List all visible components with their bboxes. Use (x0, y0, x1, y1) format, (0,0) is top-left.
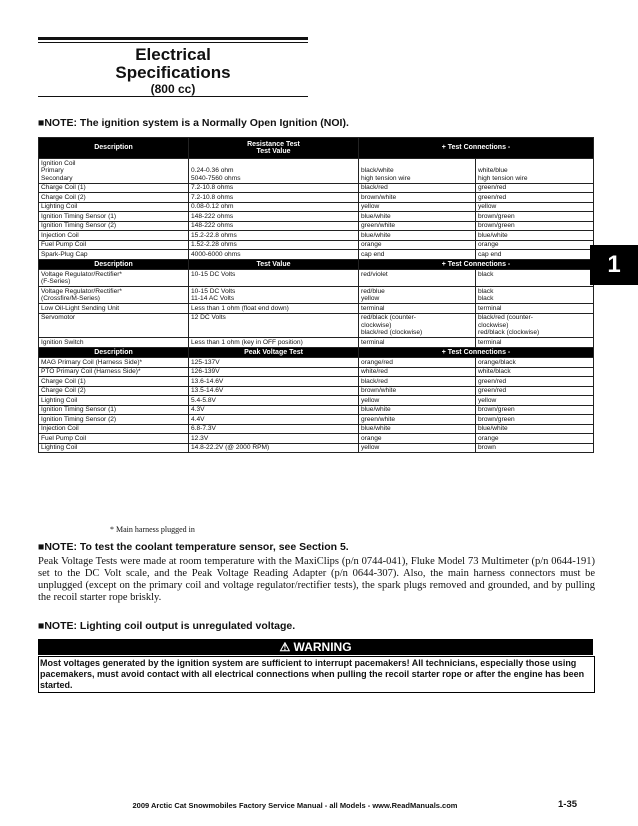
table-row (39, 396, 594, 406)
table-cell: yellow (476, 396, 594, 406)
table-cell: cap end (359, 250, 476, 260)
table-header-row (39, 259, 594, 270)
note-lighting: ■NOTE: Lighting coil output is unregulated voltage. (38, 620, 296, 632)
table-row (39, 424, 594, 434)
table-cell: yellow (359, 202, 476, 212)
table-cell: Less than 1 ohm (float end down) (189, 304, 359, 314)
table-row (39, 287, 594, 304)
header-rule-thin (38, 42, 308, 43)
table-cell: brown/green (476, 405, 594, 415)
table-cell: cap end (476, 250, 594, 260)
header-rule-bottom (38, 96, 308, 97)
table-cell: brown/white (359, 386, 476, 396)
table-cell: blue/white (476, 231, 594, 241)
table-cell: green/red (476, 183, 594, 193)
table-row (39, 231, 594, 241)
table-cell: 13.5-14.6V (189, 386, 359, 396)
table-cell: 14.8-22.2V (@ 2000 RPM) (189, 443, 359, 453)
table-cell: brown/green (476, 212, 594, 222)
table-row (39, 183, 594, 193)
table-row (39, 270, 594, 287)
table-row (39, 240, 594, 250)
table-cell: green/red (476, 193, 594, 203)
procedure-paragraph: Peak Voltage Tests were made at room temperature with the MaxiClips (p/n 0744-041), Fluke Model 73 Multimeter (p/n 0644-191) set to the DC Volt scale, and the Peak Voltage Reading Adapter (p/n 0644-307). Also, the main harness connectors must be unplugged (except on the primary coil and voltage regulator/rectifier tests), the spark plugs removed and grounded, and by pulling the recoil starter rope briskly. (38, 556, 595, 603)
table-cell: 5.4-5.8V (189, 396, 359, 406)
table-cell: 125-137V (189, 358, 359, 368)
table-cell: brown (476, 443, 594, 453)
table-cell: Charge Coil (1) (39, 377, 189, 387)
column-header: Description (39, 259, 189, 270)
column-header: Peak Voltage Test (189, 347, 359, 358)
table-row (39, 443, 594, 453)
page-subtitle: (800 cc) (150, 82, 196, 96)
table-row (39, 367, 594, 377)
table-cell: 4.3V (189, 405, 359, 415)
table-cell: Servomotor (39, 313, 189, 338)
table-cell: black/red (359, 377, 476, 387)
table-cell: Ignition Coil Primary Secondary (39, 159, 189, 184)
table-cell: Ignition Timing Sensor (2) (39, 221, 189, 231)
table-row (39, 377, 594, 387)
table-cell: 148-222 ohms (189, 212, 359, 222)
table-cell: Injection Coil (39, 424, 189, 434)
column-header: + Test Connections - (359, 138, 594, 159)
table-cell: Injection Coil (39, 231, 189, 241)
table-cell: black/red (counter- clockwise) red/black (clockwise) (476, 313, 594, 338)
table-cell: green/white (359, 415, 476, 425)
table-row (39, 250, 594, 260)
table-cell: Spark-Plug Cap (39, 250, 189, 260)
table-row (39, 202, 594, 212)
table-cell: white/black (476, 367, 594, 377)
table-cell: Ignition Timing Sensor (2) (39, 415, 189, 425)
table-cell: black/red (359, 183, 476, 193)
table-cell: 10-15 DC Volts 11-14 AC Volts (189, 287, 359, 304)
table-row (39, 415, 594, 425)
column-header: + Test Connections - (359, 259, 594, 270)
table-cell: Ignition Timing Sensor (1) (39, 405, 189, 415)
spec-table-body (39, 138, 594, 453)
table-cell: blue/white (359, 231, 476, 241)
table-cell: MAG Primary Coil (Harness Side)* (39, 358, 189, 368)
table-cell: 0.24-0.36 ohm 5040-7560 ohms (189, 159, 359, 184)
table-cell: 12 DC Volts (189, 313, 359, 338)
column-header: Test Value (189, 259, 359, 270)
table-cell: Charge Coil (1) (39, 183, 189, 193)
table-cell: Lighting Coil (39, 443, 189, 453)
table-cell: blue/white (359, 405, 476, 415)
note-ignition: ■NOTE: The ignition system is a Normally Open Ignition (NOI). (38, 117, 349, 129)
table-cell: 13.6-14.6V (189, 377, 359, 387)
table-row (39, 304, 594, 314)
table-cell: 12.3V (189, 434, 359, 444)
table-cell: green/red (476, 377, 594, 387)
footnote: * Main harness plugged in (110, 525, 195, 534)
table-row (39, 212, 594, 222)
table-row (39, 386, 594, 396)
table-cell: orange (476, 434, 594, 444)
column-header: Resistance Test Test Value (189, 138, 359, 159)
table-cell: Ignition Timing Sensor (1) (39, 212, 189, 222)
page-footer: 2009 Arctic Cat Snowmobiles Factory Service Manual - all Models - www.ReadManuals.com (132, 801, 458, 810)
section-tab: 1 (590, 245, 638, 285)
table-cell: terminal (359, 338, 476, 348)
table-cell: terminal (359, 304, 476, 314)
column-header: Description (39, 138, 189, 159)
table-row (39, 193, 594, 203)
table-row (39, 159, 594, 184)
table-cell: Fuel Pump Coil (39, 240, 189, 250)
table-cell: Low Oil-Light Sending Unit (39, 304, 189, 314)
table-cell: black/white high tension wire (359, 159, 476, 184)
table-cell: white/red (359, 367, 476, 377)
table-cell: 126-139V (189, 367, 359, 377)
table-cell: blue/white (359, 424, 476, 434)
table-row (39, 313, 594, 338)
header-rule-top (38, 37, 308, 40)
table-cell: orange/black (476, 358, 594, 368)
table-cell: Charge Coil (2) (39, 193, 189, 203)
table-cell: Voltage Regulator/Rectifier* (F-Series) (39, 270, 189, 287)
table-row (39, 338, 594, 348)
table-cell: yellow (359, 396, 476, 406)
table-cell: Less than 1 ohm (key in OFF position) (189, 338, 359, 348)
table-cell: Fuel Pump Coil (39, 434, 189, 444)
column-header: + Test Connections - (359, 347, 594, 358)
table-cell: 15.2-22.8 ohms (189, 231, 359, 241)
table-cell: Voltage Regulator/Rectifier* (Crossfire/M-Series) (39, 287, 189, 304)
table-cell: 4000-6000 ohms (189, 250, 359, 260)
table-cell: orange (359, 434, 476, 444)
note-coolant: ■NOTE: To test the coolant temperature sensor, see Section 5. (38, 541, 349, 553)
table-cell: 0.08-0.12 ohm (189, 202, 359, 212)
table-cell: 148-222 ohms (189, 221, 359, 231)
table-header-row (39, 138, 594, 159)
table-cell: yellow (476, 202, 594, 212)
table-cell: Lighting Coil (39, 202, 189, 212)
table-cell: orange/red (359, 358, 476, 368)
table-cell: terminal (476, 338, 594, 348)
table-cell: blue/white (476, 424, 594, 434)
table-cell: black (476, 270, 594, 287)
table-row (39, 358, 594, 368)
table-cell: 7.2-10.8 ohms (189, 183, 359, 193)
table-cell: red/violet (359, 270, 476, 287)
table-row (39, 405, 594, 415)
page-number: 1-35 (558, 799, 578, 810)
table-cell: 7.2-10.8 ohms (189, 193, 359, 203)
table-row (39, 434, 594, 444)
table-cell: Charge Coil (2) (39, 386, 189, 396)
table-cell: black black (476, 287, 594, 304)
table-cell: red/blue yellow (359, 287, 476, 304)
table-cell: orange (476, 240, 594, 250)
table-cell: terminal (476, 304, 594, 314)
table-cell: brown/green (476, 221, 594, 231)
column-header: Description (39, 347, 189, 358)
table-cell: green/white (359, 221, 476, 231)
warning-text: Most voltages generated by the ignition system are sufficient to interrupt pacemakers! All technicians, especially those using pacemakers, must avoid contact with all electrical connections when pulling the recoil starter rope or after the engine has been started. (38, 656, 595, 693)
table-cell: brown/green (476, 415, 594, 425)
page-title-line2: Specifications (115, 63, 231, 82)
table-cell: blue/white (359, 212, 476, 222)
table-cell: Ignition Switch (39, 338, 189, 348)
table-cell: green/red (476, 386, 594, 396)
warning-banner: ⚠ WARNING (38, 639, 593, 655)
table-cell: Lighting Coil (39, 396, 189, 406)
table-cell: PTO Primary Coil (Harness Side)* (39, 367, 189, 377)
page-title-line1: Electrical (135, 45, 211, 64)
table-row (39, 221, 594, 231)
table-cell: 6.8-7.3V (189, 424, 359, 434)
table-cell: brown/white (359, 193, 476, 203)
table-cell: 10-15 DC Volts (189, 270, 359, 287)
electrical-spec-table (38, 137, 594, 453)
table-header-row (39, 347, 594, 358)
table-cell: white/blue high tension wire (476, 159, 594, 184)
table-cell: yellow (359, 443, 476, 453)
table-cell: 1.52-2.28 ohms (189, 240, 359, 250)
table-cell: red/black (counter- clockwise) black/red (clockwise) (359, 313, 476, 338)
table-cell: 4.4V (189, 415, 359, 425)
table-cell: orange (359, 240, 476, 250)
